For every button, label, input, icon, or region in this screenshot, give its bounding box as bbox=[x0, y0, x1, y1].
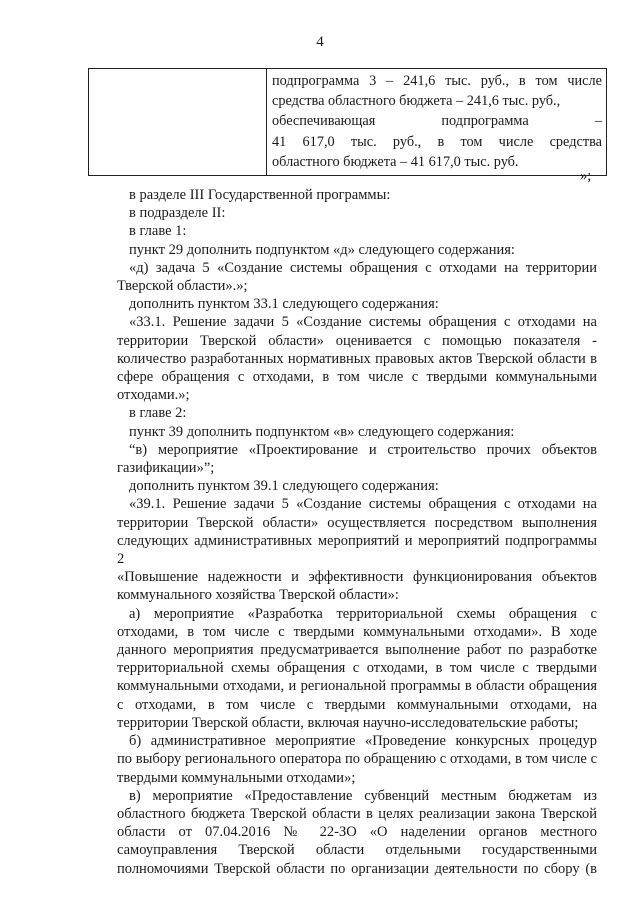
table-line: средства областного бюджета – 241,6 тыс. руб., bbox=[272, 93, 561, 110]
paragraph: в) мероприятие «Предоставление субвенций местным бюджетам из bbox=[129, 787, 597, 804]
paragraph: в разделе III Государственной программы: bbox=[129, 187, 391, 203]
table-line: областного бюджета – 41 617,0 тыс. руб. bbox=[272, 153, 519, 170]
paragraph: территории Тверской области, включая научно-исследовательские работы; bbox=[117, 714, 579, 731]
table-right-cell bbox=[267, 69, 607, 176]
table-line-text: обеспечивающая подпрограмма – bbox=[272, 113, 602, 130]
paragraph: сфере обращения с отходами, в том числе с твердыми коммунальными bbox=[117, 369, 597, 386]
paragraph: данного мероприятия предусматривается выполнение работ по разработке bbox=[117, 642, 597, 659]
paragraph: территории Тверской области» осуществляется посредством выполнения bbox=[117, 514, 597, 531]
paragraph: отходами.»; bbox=[117, 387, 190, 404]
paragraph: территориальной схемы обращения с отходами, в том числе с твердыми bbox=[117, 660, 597, 677]
paragraph: коммунального хозяйства Тверской области»: bbox=[117, 587, 399, 604]
paragraph: «39.1. Решение задачи 5 «Создание системы обращения с отходами на bbox=[129, 496, 597, 513]
paragraph: а) мероприятие «Разработка территориальной схемы обращения с bbox=[129, 605, 597, 622]
document-body bbox=[117, 186, 597, 878]
paragraph: «Повышение надежности и эффективности функционирования объектов bbox=[117, 569, 597, 586]
paragraph: пункт 39 дополнить подпунктом «в» следующего содержания: bbox=[129, 423, 515, 440]
paragraph: газификации»”; bbox=[117, 460, 215, 477]
paragraph: области от 07.04.2016 № 22-ЗО «О наделении органов местного bbox=[117, 824, 597, 841]
paragraph: с отходами, в том числе с твердыми коммунальными отходами, на bbox=[117, 696, 597, 713]
paragraph: в главе 1: bbox=[129, 223, 187, 240]
paragraph: «д) задача 5 «Создание системы обращения с отходами на территории bbox=[129, 259, 597, 276]
paragraph: следующих административных мероприятий и мероприятий подпрограммы 2 bbox=[117, 532, 597, 568]
paragraph: в главе 2: bbox=[129, 405, 187, 422]
paragraph: полномочиями Тверской области по организации деятельности по сбору (в bbox=[117, 860, 597, 877]
paragraph: самоуправления Тверской области отдельными государственными bbox=[117, 842, 597, 859]
paragraph: областного бюджета Тверской области в целях реализации закона Тверской bbox=[117, 805, 597, 822]
table-left-cell bbox=[89, 69, 267, 176]
page-number: 4 bbox=[316, 34, 324, 50]
paragraph: количество разработанных нормативных правовых актов Тверской области в bbox=[117, 350, 597, 367]
paragraph: б) административное мероприятие «Проведение конкурсных процедур bbox=[129, 733, 597, 750]
paragraph: отходами, в том числе с твердыми коммунальными отходами». В ходе bbox=[117, 623, 597, 640]
table-line: 41 617,0 тыс. руб., в том числе средства bbox=[272, 133, 602, 150]
paragraph: дополнить пунктом 39.1 следующего содержания: bbox=[129, 478, 439, 495]
paragraph: Тверской области».»; bbox=[117, 278, 248, 295]
closing-quote: »; bbox=[580, 168, 592, 184]
paragraph: “в) мероприятие «Проектирование и строительство прочих объектов bbox=[129, 441, 597, 458]
paragraph: твердыми коммунальными отходами»; bbox=[117, 769, 356, 786]
table-line bbox=[272, 111, 602, 131]
table-row bbox=[89, 69, 607, 176]
paragraph: коммунальными отходами, и региональной программы в области обращения bbox=[117, 678, 597, 695]
paragraph: пункт 29 дополнить подпунктом «д» следующего содержания: bbox=[129, 241, 515, 258]
paragraph: дополнить пунктом 33.1 следующего содержания: bbox=[129, 296, 439, 313]
program-funding-table bbox=[88, 68, 607, 176]
paragraph: по выбору регионального оператора по обращению с отходами, в том числе с bbox=[117, 751, 597, 768]
table-line: подпрограмма 3 – 241,6 тыс. руб., в том числе bbox=[272, 73, 602, 89]
paragraph: территории Тверской области» оценивается с помощью показателя - bbox=[117, 332, 597, 349]
paragraph: в подразделе II: bbox=[129, 205, 226, 222]
paragraph: «33.1. Решение задачи 5 «Создание системы обращения с отходами на bbox=[129, 314, 597, 331]
